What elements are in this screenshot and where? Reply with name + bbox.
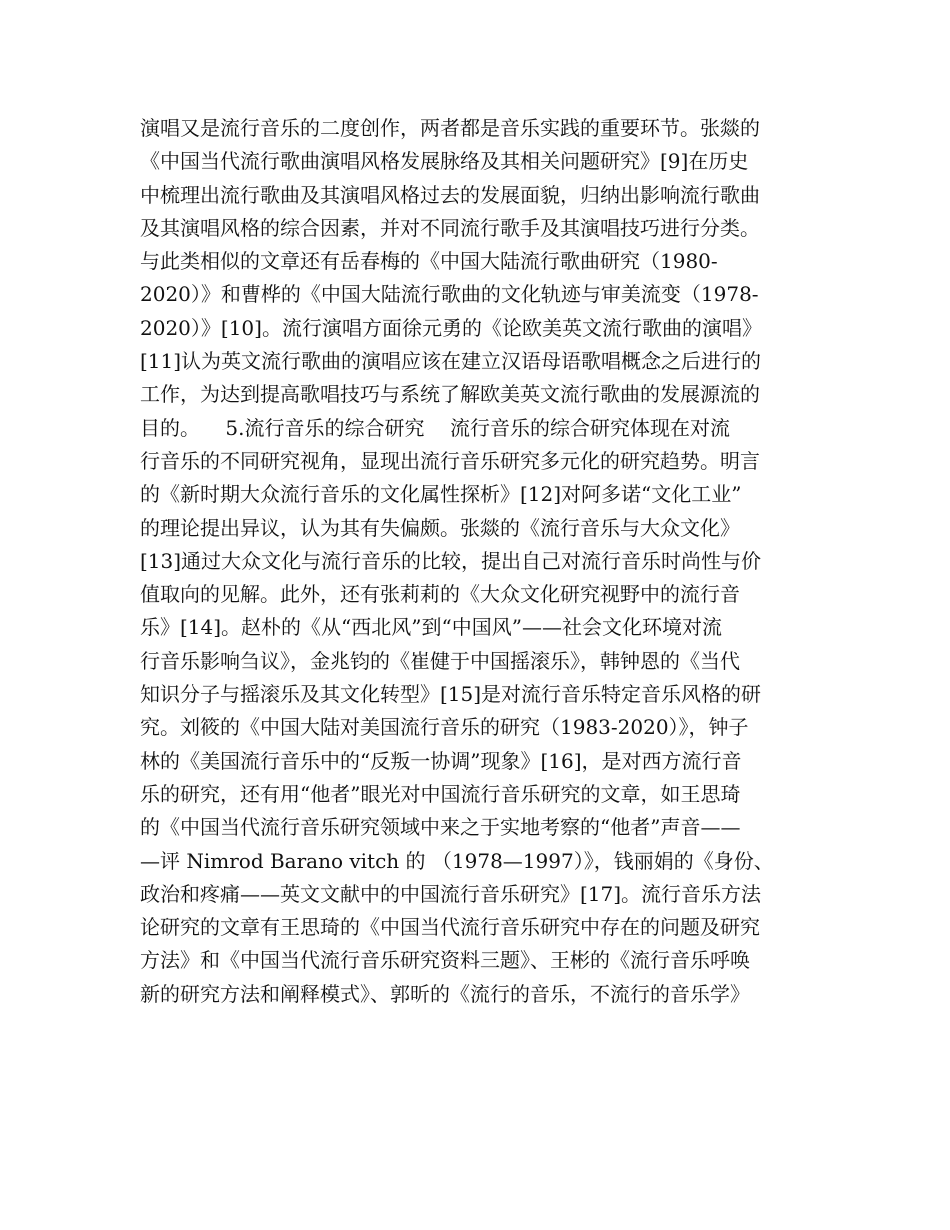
body-paragraph — [140, 112, 815, 1011]
text-line: 论研究的文章有王思琦的《中国当代流行音乐研究中存在的问题及研究 — [140, 915, 760, 940]
text-line: 的《中国当代流行音乐研究领域中来之于实地考察的“他者”声音—— — [140, 815, 741, 840]
text-line: 目的。 5.流行音乐的综合研究 流行音乐的综合研究体现在对流 — [140, 415, 730, 440]
text-line: 新的研究方法和阐释模式》、郭昕的《流行的音乐，不流行的音乐学》 — [140, 981, 750, 1006]
text-line: 2020）》和曹桦的《中国大陆流行歌曲的文化轨迹与审美流变（1978- — [140, 282, 759, 307]
text-line: 《中国当代流行歌曲演唱风格发展脉络及其相关问题研究》[9]在历史 — [140, 149, 749, 174]
text-line: 及其演唱风格的综合因素，并对不同流行歌手及其演唱技巧进行分类。 — [140, 215, 760, 240]
text-line: 知识分子与摇滚乐及其文化转型》[15]是对流行音乐特定音乐风格的研 — [140, 682, 762, 707]
text-line: 究。刘筱的《中国大陆对美国流行音乐的研究（1983-2020）》，钟子 — [140, 715, 749, 740]
text-line: 的《新时期大众流行音乐的文化属性探析》[12]对阿多诺“文化工业” — [140, 482, 742, 507]
text-line: 乐的研究，还有用“他者”眼光对中国流行音乐研究的文章，如王思琦 — [140, 781, 741, 806]
text-line: [13]通过大众文化与流行音乐的比较，提出自己对流行音乐时尚性与价 — [140, 548, 762, 573]
text-line: 行音乐影响刍议》，金兆钧的《崔健于中国摇滚乐》，韩钟恩的《当代 — [140, 648, 740, 673]
text-line: 中梳理出流行歌曲及其演唱风格过去的发展面貌，归纳出影响流行歌曲 — [140, 182, 760, 207]
text-line: 与此类相似的文章还有岳春梅的《中国大陆流行歌曲研究（1980- — [140, 249, 718, 274]
text-line: 2020）》[10]。流行演唱方面徐元勇的《论欧美英文流行歌曲的演唱》 — [140, 315, 762, 340]
text-line: 的理论提出异议，认为其有失偏颇。张燚的《流行音乐与大众文化》 — [140, 515, 740, 540]
text-line: 值取向的见解。此外，还有张莉莉的《大众文化研究视野中的流行音 — [140, 582, 740, 607]
text-line: 演唱又是流行音乐的二度创作，两者都是音乐实践的重要环节。张燚的 — [140, 116, 760, 140]
text-line: 行音乐的不同研究视角，显现出流行音乐研究多元化的研究趋势。明言 — [140, 448, 760, 473]
text-line: 工作，为达到提高歌唱技巧与系统了解欧美英文流行歌曲的发展源流的 — [140, 382, 760, 407]
text-line: —评 Nimrod Barano vitch 的 （1978—1997）》，钱丽娟的《身份、 — [140, 848, 774, 873]
text-line: 方法》和《中国当代流行音乐研究资料三题》、王彬的《流行音乐呼唤 — [140, 948, 750, 973]
text-line: 林的《美国流行音乐中的“反叛一协调”现象》[16]，是对西方流行音 — [140, 748, 742, 773]
text-line: [11]认为英文流行歌曲的演唱应该在建立汉语母语歌唱概念之后进行的 — [140, 349, 762, 374]
text-line: 政治和疼痛——英文文献中的中国流行音乐研究》[17]。流行音乐方法 — [140, 881, 762, 906]
text-line: 乐》[14]。赵朴的《从“西北风”到“中国风”——社会文化环境对流 — [140, 615, 722, 640]
